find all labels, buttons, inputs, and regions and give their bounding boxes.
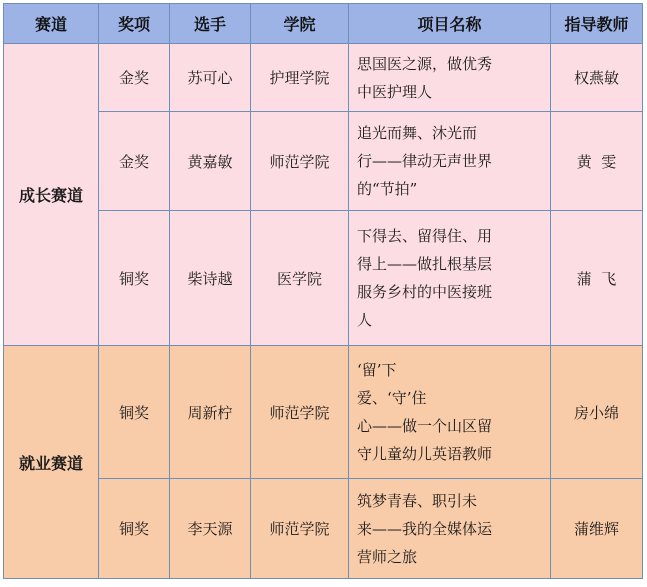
header-project: 项目名称 [349,4,551,44]
award-cell: 铜奖 [99,479,170,579]
contestant-cell: 黄嘉敏 [170,112,251,211]
project-line: 行——律动无声世界 [357,152,493,170]
project-line: 营师之旅 [357,547,418,566]
project-line: 思国医之源，做优秀 [357,54,493,73]
table-row [4,44,643,112]
contestant-cell: 柴诗越 [170,211,251,346]
track-cell-growth: 成长赛道 [4,44,99,346]
project-cell [349,479,551,579]
track-cell-employment: 就业赛道 [4,346,99,579]
project-line: 筑梦青春、职引未 [357,491,478,510]
project-line: 服务乡村的中医接班 [357,283,493,301]
project-line: 中医护理人 [357,82,433,101]
college-cell: 师范学院 [251,112,349,211]
project-line: 来——我的全媒体运 [357,519,493,538]
project-line: 下得去、留得住、用 [357,227,493,245]
award-cell: 金奖 [99,44,170,112]
project-line: 守儿童幼儿英语教师 [357,445,493,463]
contestant-cell: 李天源 [170,479,251,579]
table-row [4,211,643,346]
project-line: 爱、‘守’住 [357,389,427,407]
advisor-cell: 蒲 飞 [551,211,643,346]
college-cell: 师范学院 [251,346,349,479]
awards-table [3,3,643,579]
project-line: 人 [357,311,373,329]
header-college: 学院 [251,4,349,44]
header-advisor: 指导教师 [551,4,643,44]
header-award: 奖项 [99,4,170,44]
table-row [4,346,643,479]
award-cell: 铜奖 [99,211,170,346]
project-cell [349,44,551,112]
table-row [4,112,643,211]
project-line: 追光而舞、沐光而 [357,124,478,142]
project-cell [349,211,551,346]
project-cell [349,346,551,479]
contestant-cell: 苏可心 [170,44,251,112]
award-cell: 金奖 [99,112,170,211]
advisor-cell: 黄 雯 [551,112,643,211]
project-cell [349,112,551,211]
college-cell: 师范学院 [251,479,349,579]
project-line: 的“节拍” [357,180,418,198]
advisor-cell: 蒲维辉 [551,479,643,579]
project-line: 得上——做扎根基层 [357,255,493,273]
project-line: ‘留’下 [357,361,397,379]
contestant-cell: 周新柠 [170,346,251,479]
college-cell: 护理学院 [251,44,349,112]
header-track: 赛道 [4,4,99,44]
college-cell: 医学院 [251,211,349,346]
advisor-cell: 权燕敏 [551,44,643,112]
project-line: 心——做一个山区留 [357,417,493,435]
award-cell: 铜奖 [99,346,170,479]
advisor-cell: 房小绵 [551,346,643,479]
header-contestant: 选手 [170,4,251,44]
table-row [4,479,643,579]
header-row [4,4,643,44]
